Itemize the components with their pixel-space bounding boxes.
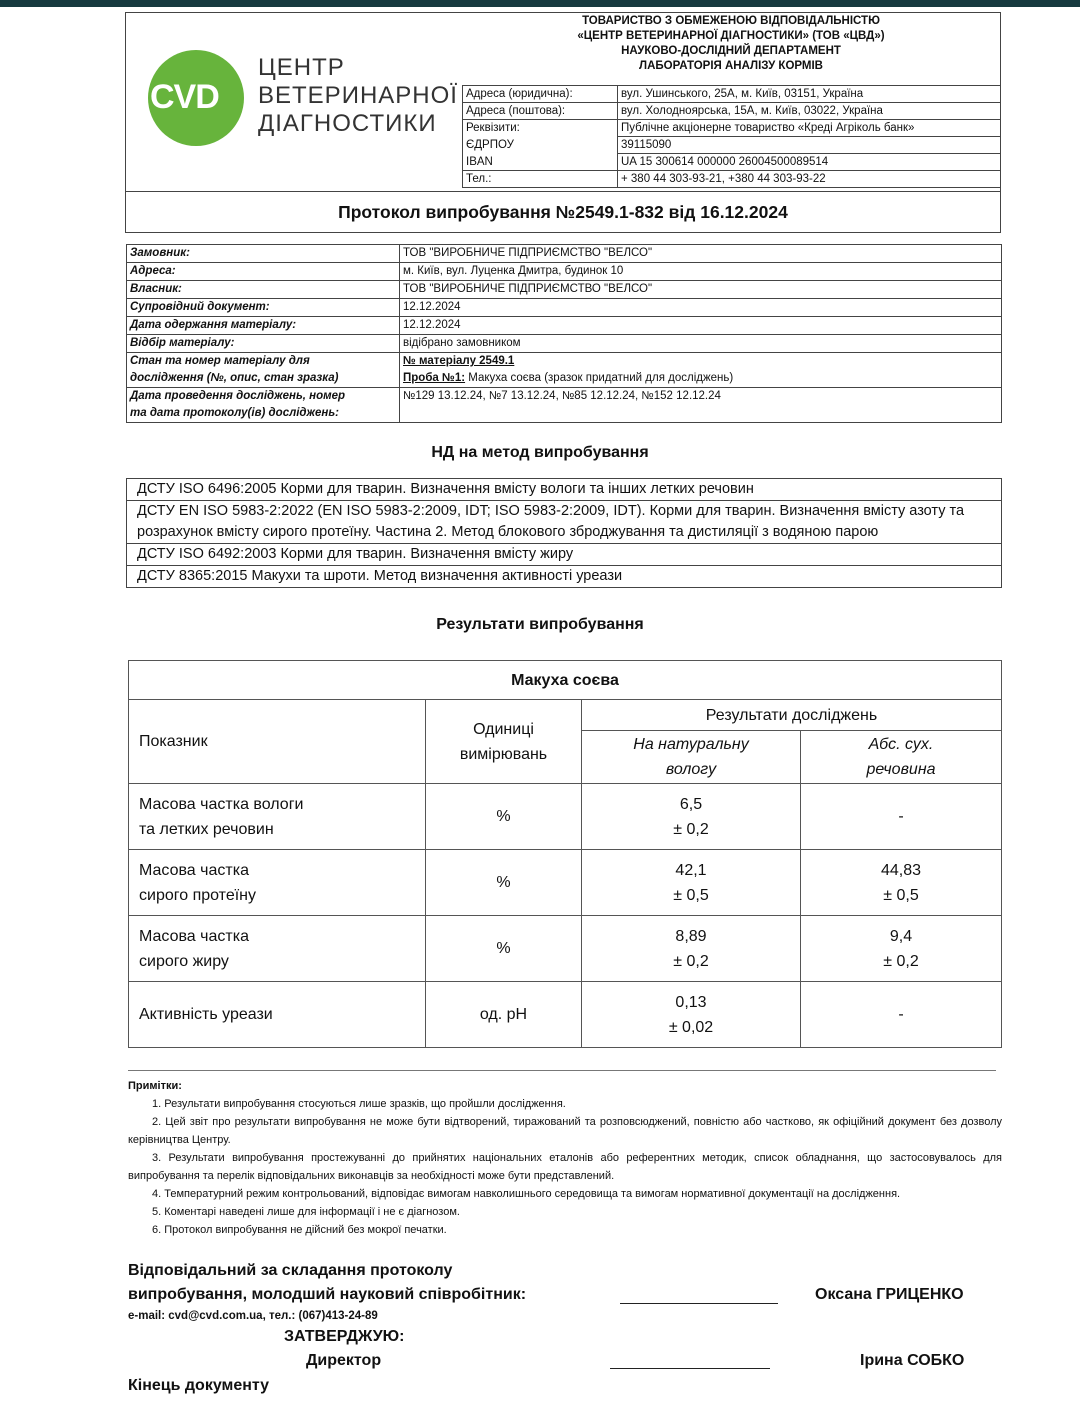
table-row [127, 353, 1002, 388]
responsible-title-2: випробування, молодший науковий співробітник: [128, 1286, 527, 1303]
value: 0,13 [675, 993, 707, 1011]
dry-line-1: Абс. сух. [868, 736, 934, 753]
req-label: Реквізити: [463, 120, 618, 137]
cust-value: 12.12.2024 [400, 299, 1002, 317]
end-of-document: Кінець документу [128, 1377, 270, 1394]
value: 44,83 [880, 861, 922, 879]
cust-value [400, 353, 1002, 388]
table-row [127, 388, 1002, 423]
note-item: 4. Температурний режим контрольований, відповідає вимогам навколишнього середовища та вимогам нормативної документації на дослідження. [152, 1188, 901, 1200]
logo-line-3: ДІАГНОСТИКИ [258, 110, 437, 137]
cust-label [127, 388, 400, 423]
table-row [129, 850, 1002, 916]
director-label: Директор [306, 1352, 382, 1369]
unit-cell: % [426, 850, 582, 916]
table-row [127, 245, 1002, 263]
header-natural [582, 731, 801, 784]
logo-line-1: ЦЕНТР [258, 54, 345, 81]
cust-value: ТОВ "ВИРОБНИЧЕ ПІДПРИЄМСТВО "ВЕЛСО" [400, 245, 1002, 263]
unit-cell: % [426, 916, 582, 982]
table-row [127, 501, 1002, 544]
req-label: Адреса (поштова): [463, 103, 618, 120]
value: 42,1 [675, 861, 707, 879]
logo-line-2: ВЕТЕРИНАРНОЇ [258, 82, 458, 109]
header-dry [801, 731, 1002, 784]
table-row [127, 281, 1002, 299]
contact-info: e-mail: cvd@cvd.com.ua, тел.: (067)413-24-89 [128, 1310, 378, 1322]
org-line-1: ТОВАРИСТВО З ОБМЕЖЕНОЮ ВІДПОВІДАЛЬНІСТЮ [582, 15, 880, 27]
natural-cell [582, 784, 801, 850]
org-line-3: НАУКОВО-ДОСЛІДНИЙ ДЕПАРТАМЕНТ [621, 45, 841, 57]
uncertainty: ± 0,02 [668, 1018, 714, 1036]
header-indicator: Показник [129, 700, 426, 784]
dry-line-2: речовина [866, 761, 936, 778]
methods-table [126, 478, 1002, 588]
logo-name [258, 54, 458, 138]
dry-cell [801, 784, 1002, 850]
signature-line-director [610, 1368, 770, 1369]
unit-cell: од. рН [426, 982, 582, 1048]
indicator-line-2: сирого жиру [139, 952, 229, 970]
cust-value: ТОВ "ВИРОБНИЧЕ ПІДПРИЄМСТВО "ВЕЛСО" [400, 281, 1002, 299]
organization-name [462, 14, 1000, 74]
director-name: Ірина СОБКО [860, 1352, 965, 1369]
material-number: № матеріалу 2549.1 [403, 355, 515, 367]
indicator-line-1: Масова частка [139, 927, 249, 945]
value: 8,89 [675, 927, 707, 945]
table-row [127, 566, 1002, 588]
responsible-name: Оксана ГРИЦЕНКО [815, 1286, 964, 1303]
notes-title: Примітки: [128, 1080, 182, 1092]
dates-label-1: Дата проведення досліджень, номер [130, 390, 346, 402]
uncertainty: ± 0,5 [883, 886, 919, 904]
dry-cell [801, 850, 1002, 916]
table-row [127, 263, 1002, 281]
uncertainty: ± 0,2 [673, 820, 709, 838]
indicator-cell: Активність уреази [129, 982, 426, 1048]
table-row [127, 335, 1002, 353]
table-row [129, 982, 1002, 1048]
customer-table [126, 244, 1002, 423]
req-label: Тел.: [463, 171, 618, 188]
cust-label: Адреса: [127, 263, 400, 281]
value: - [898, 1006, 904, 1023]
req-value: 39115090 [618, 137, 1001, 154]
natural-line-2: вологу [665, 761, 717, 778]
value: 9,4 [889, 927, 913, 945]
table-row [129, 916, 1002, 982]
value: 6,5 [679, 795, 703, 813]
method-item: ДСТУ 8365:2015 Макухи та шроти. Метод визначення активності уреази [127, 566, 1002, 588]
header-units [426, 700, 582, 784]
note-item: 2. Цей звіт про результати випробування не може бути відтворений, тиражований та розповсюджений, повністю або частково, як офіційний документ без дозволу керівництва Центру. [128, 1116, 1002, 1146]
natural-line-1: На натуральну [633, 736, 749, 753]
natural-cell [582, 982, 801, 1048]
note-item: 5. Коментарі наведені лише для інформації і не є діагнозом. [152, 1206, 460, 1218]
indicator-line-1: Масова частка [139, 861, 249, 879]
header-results: Результати досліджень [582, 700, 1002, 731]
cust-value: відібрано замовником [400, 335, 1002, 353]
cust-value: 12.12.2024 [400, 317, 1002, 335]
cust-label [127, 353, 400, 388]
indicator-cell [129, 784, 426, 850]
table-row [463, 103, 1001, 120]
top-bar [0, 0, 1080, 7]
dry-cell [801, 982, 1002, 1048]
results-caption: Макуха соєва [129, 661, 1002, 700]
indicator-line-1: Масова частка вологи [139, 795, 304, 813]
cust-value: №129 13.12.24, №7 13.12.24, №85 12.12.24, №152 12.12.24 [400, 388, 1002, 423]
table-row [129, 661, 1002, 700]
table-row [127, 544, 1002, 566]
state-label-2: дослідження (№, опис, стан зразка) [130, 372, 339, 384]
results-table [128, 660, 1002, 1048]
cust-label: Замовник: [127, 245, 400, 263]
natural-cell [582, 850, 801, 916]
cust-label: Власник: [127, 281, 400, 299]
value: - [898, 808, 904, 825]
cust-label: Дата одержання матеріалу: [127, 317, 400, 335]
state-label-1: Стан та номер матеріалу для [130, 355, 310, 367]
units-line-2: вимірювань [459, 745, 548, 763]
unit-cell: % [426, 784, 582, 850]
indicator-line-2: та летких речовин [139, 820, 274, 838]
probe-desc: Макуха соєва (зразок придатний для досліджень) [465, 372, 734, 384]
indicator-cell [129, 850, 426, 916]
method-item: ДСТУ ISO 6492:2003 Корми для тварин. Визначення вмісту жиру [127, 544, 1002, 566]
dry-cell [801, 916, 1002, 982]
org-line-4: ЛАБОРАТОРІЯ АНАЛІЗУ КОРМІВ [639, 60, 823, 72]
req-value: UA 15 300614 000000 26004500089514 [618, 154, 1001, 171]
req-label: IBAN [463, 154, 618, 171]
method-item: ДСТУ ISO 6496:2005 Корми для тварин. Визначення вмісту вологи та інших летких речовин [127, 479, 1002, 501]
req-value: Публічне акціонерне товариство «Креді Агріколь банк» [618, 120, 1001, 137]
notes [128, 1077, 1002, 1239]
cust-label: Відбір матеріалу: [127, 335, 400, 353]
table-row [463, 137, 1001, 154]
method-item: ДСТУ EN ISO 5983-2:2022 (EN ISO 5983-2:2009, IDT; ISO 5983-2:2009, IDT). Корми для тварин. Визначення вмісту азоту та розрахунок вмісту сирого протеїну. Частина 2. Метод блокового зброджування та дистиляції з водяною парою [127, 501, 1002, 544]
requisites-table [462, 85, 1001, 188]
results-title: Результати випробування [436, 616, 644, 633]
methods-title: НД на метод випробування [431, 444, 649, 461]
note-item: 3. Результати випробування простежуванні до прийнятих національних еталонів або референтних методик, список обладнання, що застосовувалось для випробування та перелік відповідальних виконавців за необхідності може бути представлений. [128, 1152, 1002, 1182]
req-label: Адреса (юридична): [463, 86, 618, 103]
units-line-1: Одиниці [473, 720, 534, 738]
table-row [463, 86, 1001, 103]
natural-cell [582, 916, 801, 982]
protocol-title: Протокол випробування №2549.1-832 від 16.12.2024 [125, 192, 1001, 233]
table-row [463, 171, 1001, 188]
req-label: ЄДРПОУ [463, 137, 618, 154]
org-line-2: «ЦЕНТР ВЕТЕРИНАРНОЇ ДІАГНОСТИКИ» (ТОВ «ЦВД») [577, 30, 885, 42]
table-row [129, 700, 1002, 731]
dates-label-2: та дата протоколу(ів) досліджень: [130, 407, 340, 419]
cust-value: м. Київ, вул. Луценка Дмитра, будинок 10 [400, 263, 1002, 281]
signature-line-responsible [620, 1303, 778, 1304]
uncertainty: ± 0,2 [883, 952, 919, 970]
uncertainty: ± 0,2 [673, 952, 709, 970]
probe-label: Проба №1: [403, 372, 466, 384]
table-row [463, 154, 1001, 171]
uncertainty: ± 0,5 [673, 886, 709, 904]
cvd-logo-abbr: CVD [150, 78, 219, 116]
req-value: + 380 44 303-93-21, +380 44 303-93-22 [618, 171, 1001, 188]
req-value: вул. Холодноярська, 15А, м. Київ, 03022, Україна [618, 103, 1001, 120]
table-row [127, 299, 1002, 317]
table-row [127, 479, 1002, 501]
indicator-line-2: сирого протеїну [139, 886, 256, 904]
note-item: 1. Результати випробування стосуються лише зразків, що пройшли дослідження. [152, 1098, 566, 1110]
responsible-title-1: Відповідальний за складання протоколу [128, 1262, 453, 1279]
approve-label: ЗАТВЕРДЖУЮ: [284, 1328, 405, 1345]
note-item: 6. Протокол випробування не дійсний без мокрої печатки. [152, 1224, 447, 1236]
table-row [129, 784, 1002, 850]
divider [128, 1070, 996, 1071]
req-value: вул. Ушинського, 25А, м. Київ, 03151, Україна [618, 86, 1001, 103]
indicator-cell [129, 916, 426, 982]
cust-label: Супровідний документ: [127, 299, 400, 317]
table-row [127, 317, 1002, 335]
table-row [463, 120, 1001, 137]
